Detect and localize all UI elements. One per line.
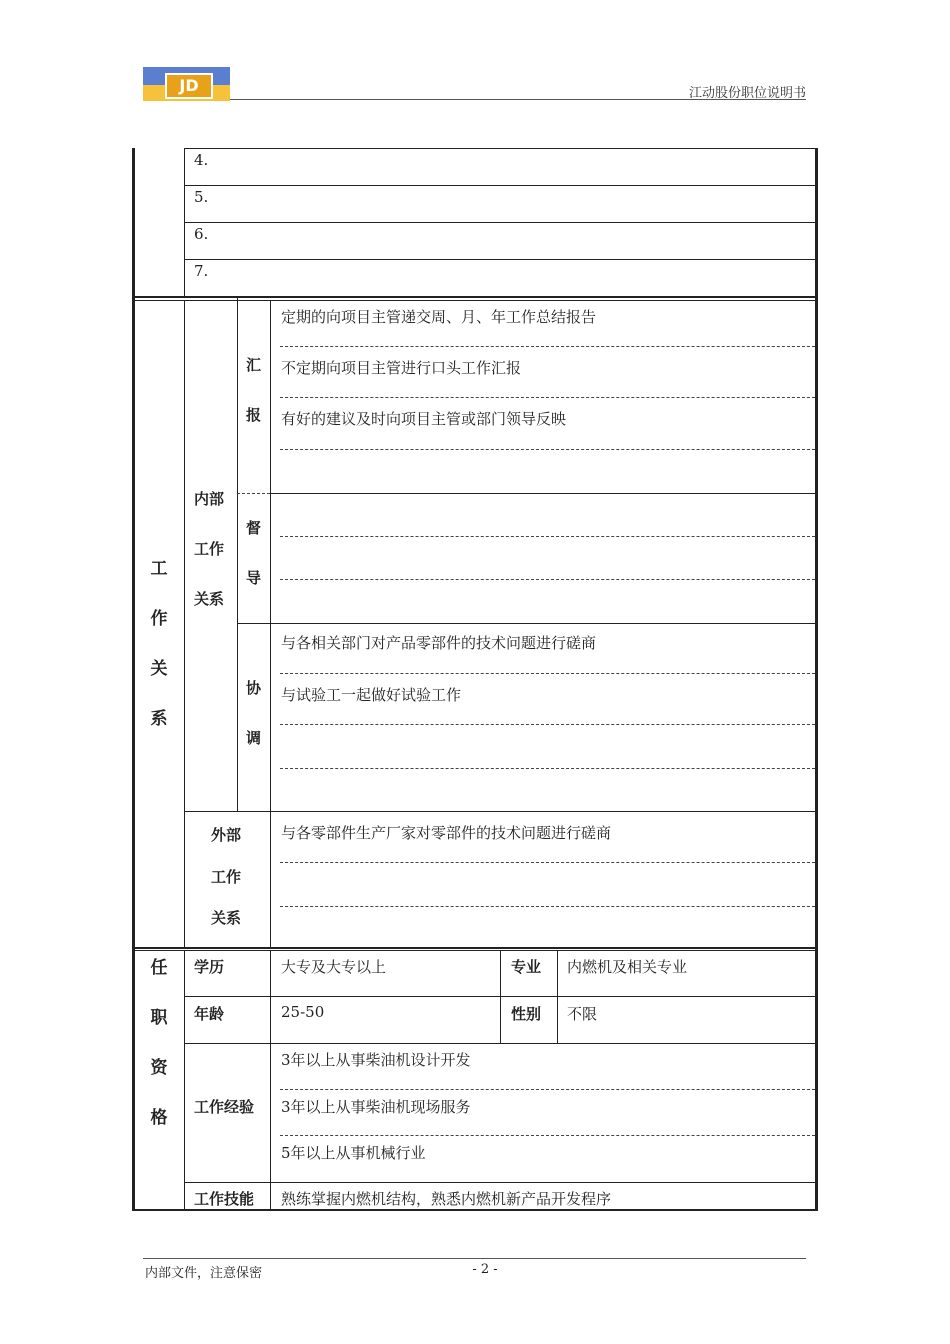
section-label-char: 作: [150, 609, 168, 629]
qualification-label-char: 资: [150, 1058, 168, 1078]
education-label: 学历: [194, 958, 225, 976]
external-relations-label: 关系: [211, 909, 242, 927]
external-relations-label: 外部: [211, 826, 242, 844]
education-value: 大专及大专以上: [281, 958, 387, 976]
document-title: 江动股份职位说明书: [688, 86, 806, 101]
major-label: 专业: [511, 958, 542, 976]
footer-rule: [143, 1258, 806, 1259]
experience-label: 工作经验: [194, 1098, 255, 1116]
qualification-label-char: 格: [150, 1108, 168, 1128]
footer-note: 内部文件，注意保密: [145, 1266, 263, 1281]
report-label-char: 汇: [246, 356, 262, 374]
skills-label: 工作技能: [194, 1190, 255, 1208]
external-relations-label: 工作: [211, 868, 242, 886]
duty-item: 4.: [194, 151, 209, 169]
duty-item: 6.: [194, 225, 209, 243]
duty-item: 7.: [194, 262, 209, 280]
gender-value: 不限: [567, 1005, 598, 1023]
coordinate-label-char: 协: [246, 679, 262, 697]
section-label-char: 系: [150, 709, 168, 729]
report-label-char: 报: [246, 406, 262, 424]
page-number: - 2 -: [472, 1262, 498, 1277]
major-value: 内燃机及相关专业: [567, 958, 688, 976]
report-item: 不定期向项目主管进行口头工作汇报: [281, 359, 522, 377]
coordinate-item: 与试验工一起做好试验工作: [281, 686, 462, 704]
qualification-label-char: 任: [150, 958, 168, 978]
experience-item: 5年以上从事机械行业: [281, 1144, 426, 1162]
coordinate-item: 与各相关部门对产品零部件的技术问题进行磋商: [281, 634, 597, 652]
qualification-label-char: 职: [150, 1008, 168, 1028]
skills-value: 熟练掌握内燃机结构，熟悉内燃机新产品开发程序: [281, 1190, 612, 1208]
report-item: 有好的建议及时向项目主管或部门领导反映: [281, 410, 567, 428]
section-label-char: 工: [150, 559, 168, 579]
internal-relations-label: 关系: [194, 590, 225, 608]
company-logo: [143, 67, 230, 101]
header-rule: [230, 99, 806, 100]
coordinate-label-char: 调: [246, 729, 262, 747]
external-item: 与各零部件生产厂家对零部件的技术问题进行磋商: [281, 824, 612, 842]
supervise-label-char: 导: [246, 569, 262, 587]
experience-item: 3年以上从事柴油机现场服务: [281, 1098, 471, 1116]
age-value: 25-50: [281, 1003, 325, 1021]
gender-label: 性别: [511, 1005, 542, 1023]
internal-relations-label: 内部: [194, 490, 225, 508]
logo-mark: JD: [165, 73, 213, 99]
duty-item: 5.: [194, 188, 209, 206]
supervise-label-char: 督: [246, 519, 262, 537]
report-item: 定期的向项目主管递交周、月、年工作总结报告: [281, 308, 597, 326]
age-label: 年龄: [194, 1005, 225, 1023]
internal-relations-label: 工作: [194, 540, 225, 558]
section-label-char: 关: [150, 659, 168, 679]
experience-item: 3年以上从事柴油机设计开发: [281, 1051, 471, 1069]
